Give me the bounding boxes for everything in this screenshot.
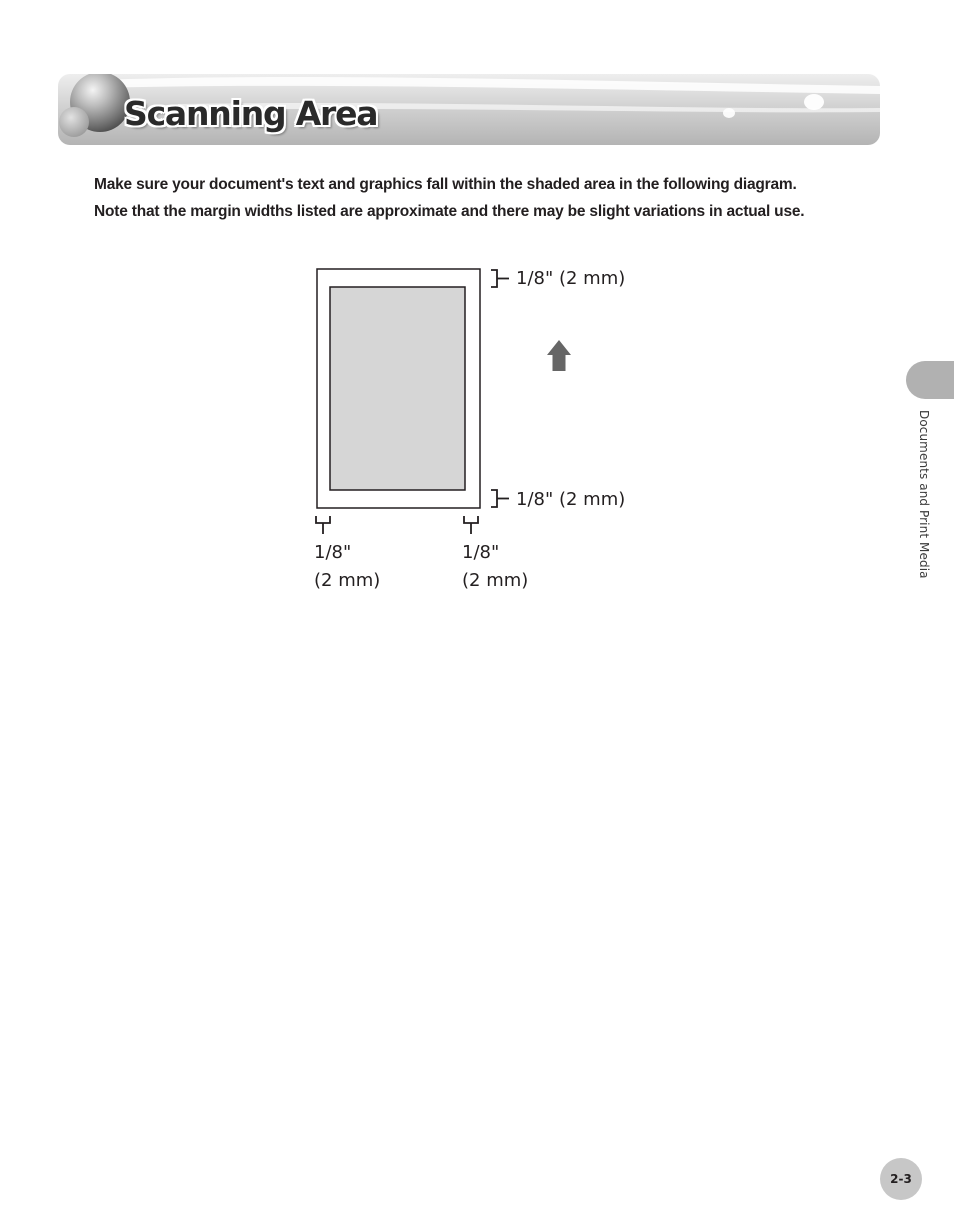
page-number: 2-3 <box>880 1158 922 1200</box>
bottom-margin-label: 1/8" (2 mm) <box>516 489 626 510</box>
left-margin-bracket <box>316 516 330 534</box>
page-title: Scanning Area <box>124 94 378 133</box>
top-margin-label: 1/8" (2 mm) <box>516 268 626 289</box>
chapter-side-tab <box>906 361 954 399</box>
chapter-side-label: Documents and Print Media <box>917 410 931 579</box>
left-margin-label-line1: 1/8" <box>314 542 352 563</box>
top-margin-bracket <box>491 270 509 287</box>
right-margin-label <box>462 539 528 595</box>
right-margin-bracket <box>464 516 478 534</box>
left-margin-label-line2: (2 mm) <box>314 570 381 591</box>
bottom-margin-bracket <box>491 490 509 507</box>
up-arrow-icon <box>547 340 571 371</box>
scannable-shaded-area <box>330 287 465 490</box>
left-margin-label <box>314 539 380 595</box>
right-margin-label-line1: 1/8" <box>462 542 500 563</box>
right-margin-label-line2: (2 mm) <box>462 570 529 591</box>
scanning-area-diagram <box>300 258 660 598</box>
intro-paragraph: Make sure your document's text and graphics fall within the shaded area in the following diagram. Note that the margin widths listed are approximate and there may be slight variations in actual use. <box>94 176 805 220</box>
section-header-banner <box>58 74 880 145</box>
